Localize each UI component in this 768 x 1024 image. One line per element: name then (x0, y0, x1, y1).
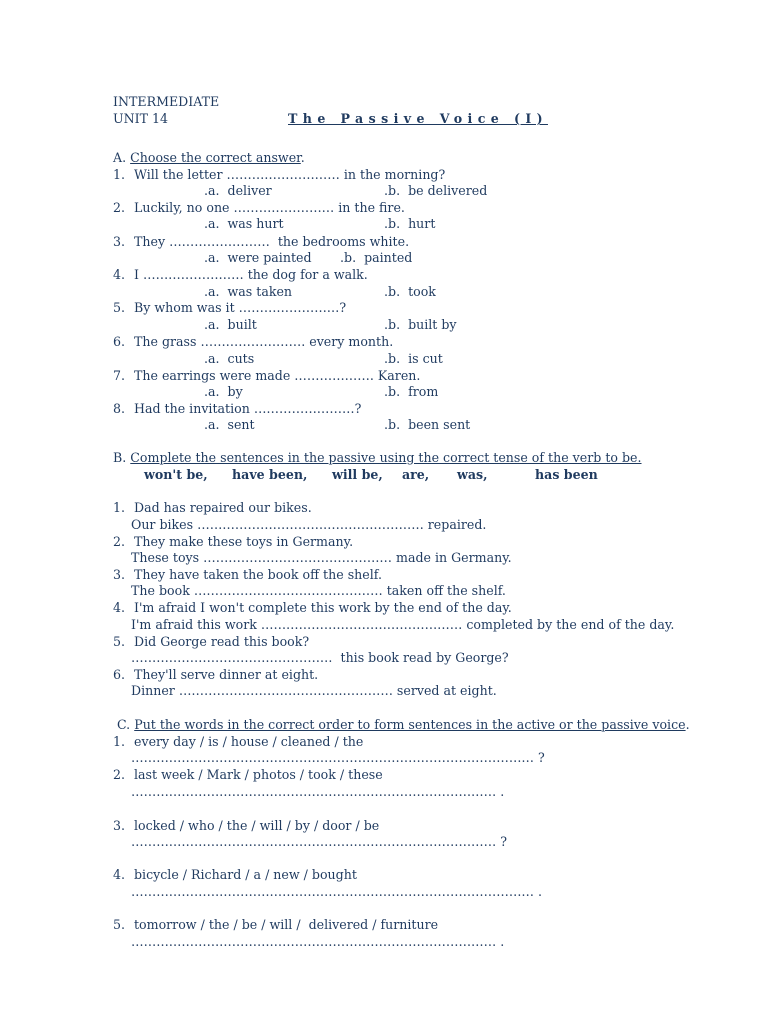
reorder-answer-line: …………………………………………………………………………………… ? (131, 750, 545, 765)
word-bank-item: was, (457, 467, 488, 482)
section-b-heading (113, 450, 642, 466)
option-b: .b. been sent (384, 417, 471, 432)
reorder-answer-line: …………………………………………………………………………………… . (131, 884, 543, 899)
exercise-prompt: Dad has repaired our bikes. (134, 500, 312, 515)
page-title: The Passive Voice (I) (288, 111, 548, 126)
exercise-number: 4. (113, 600, 126, 615)
exercise-number: 5. (113, 634, 126, 649)
reorder-number: 5. (113, 917, 126, 932)
option-a: .a. sent (204, 417, 255, 432)
unit-label: UNIT 14 (113, 111, 169, 126)
option-b: .b. be delivered (384, 183, 488, 198)
section-b-instruction: Complete the sentences in the passive using the correct tense of the verb to be. (130, 450, 642, 465)
question-number: 1. (113, 167, 126, 182)
reorder-words: bicycle / Richard / a / new / bought (134, 867, 357, 882)
question-number: 4. (113, 267, 126, 282)
reorder-number: 1. (113, 734, 126, 749)
option-b: .b. is cut (384, 351, 443, 366)
reorder-words: tomorrow / the / be / will / delivered / furniture (134, 917, 439, 932)
question-number: 5. (113, 300, 126, 315)
exercise-number: 2. (113, 534, 126, 549)
level-label: INTERMEDIATE (113, 94, 220, 109)
section-a-heading (113, 150, 305, 166)
exercise-answer-line: The book ……………………………………… taken off the shelf. (131, 583, 506, 598)
exercise-answer-line: Dinner …………………………………………… served at eight. (131, 683, 497, 698)
option-b: .b. from (384, 384, 439, 399)
word-bank-item: won't be, (144, 467, 208, 482)
section-c-instruction: Put the words in the correct order to form sentences in the active or the passive voice (134, 717, 686, 732)
question-sentence: Luckily, no one …………………… in the fire. (134, 200, 405, 215)
reorder-answer-line: …………………………………………………………………………… ? (131, 834, 507, 849)
question-number: 6. (113, 334, 126, 349)
option-b: .b. painted (340, 250, 413, 265)
question-number: 7. (113, 368, 126, 383)
word-bank-item: have been, (232, 467, 308, 482)
section-a-letter: A. (113, 150, 127, 165)
option-a: .a. cuts (204, 351, 255, 366)
reorder-words: locked / who / the / will / by / door / be (134, 818, 380, 833)
question-sentence: The earrings were made ………………. Karen. (134, 368, 421, 383)
exercise-answer-line: Our bikes ……………………………………………… repaired. (131, 517, 487, 532)
exercise-prompt: They make these toys in Germany. (134, 534, 354, 549)
option-b: .b. took (384, 284, 436, 299)
option-a: .a. was hurt (204, 216, 284, 231)
exercise-number: 3. (113, 567, 126, 582)
exercise-answer-line: These toys ……………………………………… made in Germany. (131, 550, 512, 565)
section-a-instruction-end: . (300, 150, 305, 165)
option-a: .a. were painted (204, 250, 312, 265)
exercise-prompt: I'm afraid I won't complete this work by the end of the day. (134, 600, 512, 615)
question-sentence: They …………………… the bedrooms white. (134, 234, 410, 249)
question-number: 8. (113, 401, 126, 416)
reorder-number: 2. (113, 767, 126, 782)
reorder-answer-line: …………………………………………………………………………… . (131, 784, 505, 799)
section-c-letter: C. (117, 717, 131, 732)
section-c-heading (117, 717, 690, 733)
word-bank-item: will be, (332, 467, 383, 482)
option-b: .b. hurt (384, 216, 436, 231)
reorder-number: 4. (113, 867, 126, 882)
word-bank-item: are, (402, 467, 430, 482)
question-sentence: I …………………… the dog for a walk. (134, 267, 368, 282)
exercise-prompt: They have taken the book off the shelf. (134, 567, 382, 582)
question-sentence: Will the letter ……………………… in the morning? (134, 167, 446, 182)
question-sentence: Had the invitation ……………………? (134, 401, 362, 416)
question-sentence: By whom was it ……………………? (134, 300, 347, 315)
exercise-answer-line: I'm afraid this work ………………………………………… completed by the end of the day. (131, 617, 675, 632)
exercise-number: 6. (113, 667, 126, 682)
reorder-words: last week / Mark / photos / took / these (134, 767, 383, 782)
option-a: .a. built (204, 317, 257, 332)
question-sentence: The grass ……………………. every month. (134, 334, 394, 349)
option-a: .a. deliver (204, 183, 272, 198)
section-a-instruction: Choose the correct answer (130, 150, 301, 165)
reorder-number: 3. (113, 818, 126, 833)
exercise-answer-line: ………………………………………… this book read by George? (131, 650, 509, 665)
exercise-prompt: They'll serve dinner at eight. (134, 667, 319, 682)
reorder-answer-line: …………………………………………………………………………… . (131, 934, 505, 949)
exercise-prompt: Did George read this book? (134, 634, 310, 649)
exercise-number: 1. (113, 500, 126, 515)
question-number: 2. (113, 200, 126, 215)
option-a: .a. was taken (204, 284, 293, 299)
word-bank-item: has been (535, 467, 598, 482)
reorder-words: every day / is / house / cleaned / the (134, 734, 364, 749)
section-c-instruction-end: . (685, 717, 690, 732)
option-a: .a. by (204, 384, 243, 399)
question-number: 3. (113, 234, 126, 249)
option-b: .b. built by (384, 317, 457, 332)
section-b-letter: B. (113, 450, 127, 465)
